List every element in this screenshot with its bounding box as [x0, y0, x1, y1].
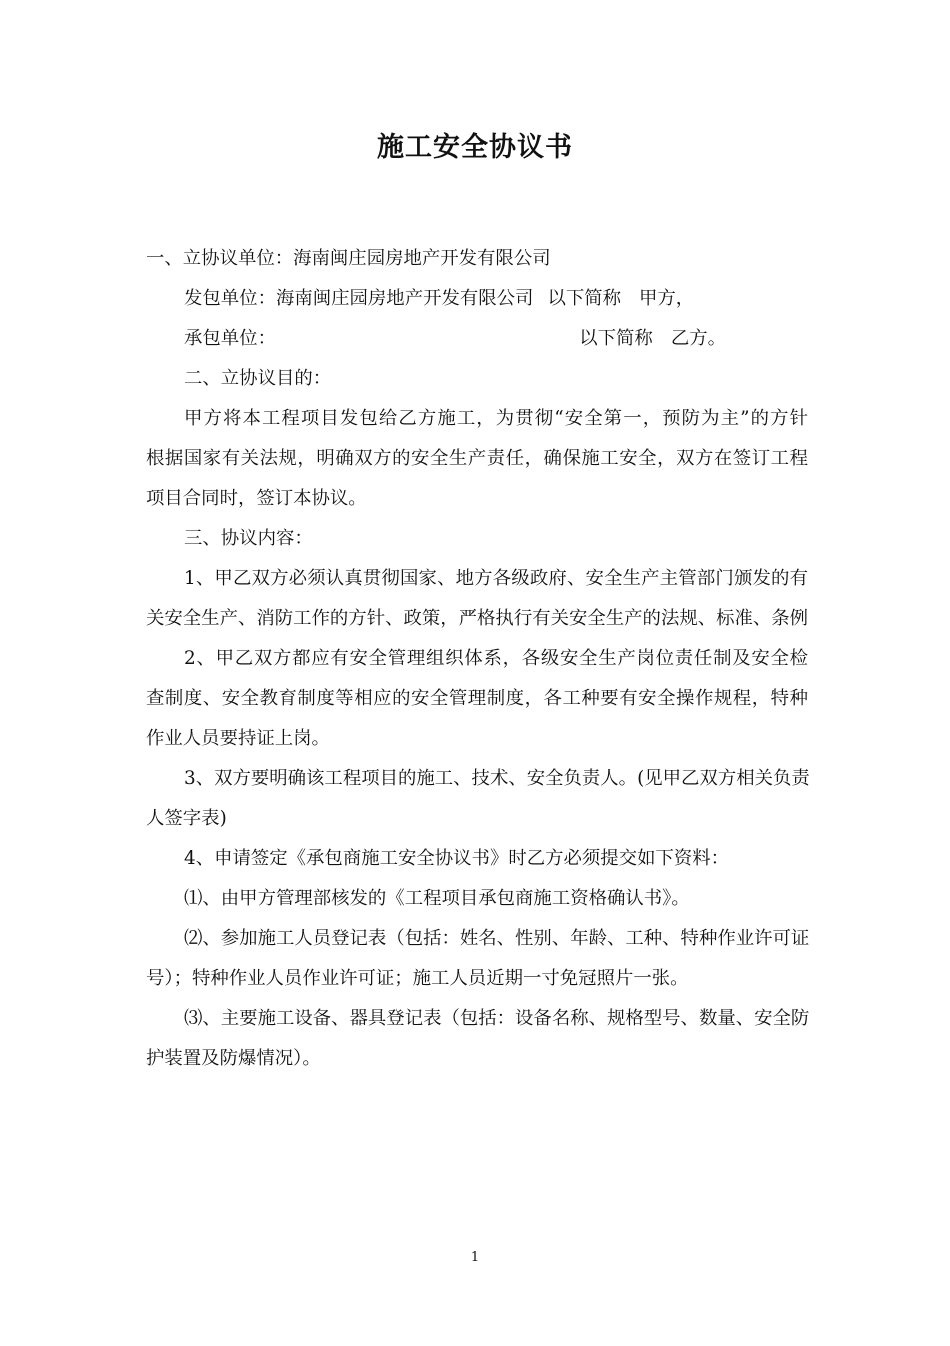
spacer [621, 279, 639, 319]
contractor-abbr: 乙方。 [670, 328, 726, 349]
contractor-abbr-label: 以下简称 [579, 328, 653, 349]
sub3-line-1: ⑶、主要施工设备、器具登记表（包括：设备名称、规格型号、数量、安全防 [184, 1008, 810, 1029]
document-title: 施工安全协议书 [377, 132, 573, 163]
sub2-line-2: 号）；特种作业人员作业许可证；施工人员近期一寸免冠照片一张。 [146, 968, 689, 989]
item2-line-3: 作业人员要持证上岗。 [146, 728, 330, 749]
contractor-line [146, 319, 808, 359]
section1-heading: 一、立协议单位：海南闽庄园房地产开发有限公司 [146, 248, 551, 269]
section2-heading: 二、立协议目的： [184, 368, 332, 389]
item2-line-2: 查制度、安全教育制度等相应的安全管理制度，各工种要有安全操作规程，特种 [146, 688, 808, 709]
section3-heading: 三、协议内容： [184, 528, 313, 549]
issuer-abbr: 甲方， [639, 288, 695, 309]
issuer-line [146, 279, 808, 319]
spacer [533, 279, 547, 319]
item3-line-1: 3、双方要明确该工程项目的施工、技术、安全负责人。(见甲乙双方相关负责 [184, 768, 810, 789]
section2-line-3: 项目合同时，签订本协议。 [146, 488, 367, 509]
item4-line-1: 4、申请签定《承包商施工安全协议书》时乙方必须提交如下资料： [184, 848, 730, 869]
item1-line-1: 1、甲乙双方必须认真贯彻国家、地方各级政府、安全生产主管部门颁发的有 [184, 568, 808, 589]
section2-line-2: 根据国家有关法规，明确双方的安全生产责任，确保施工安全，双方在签订工程 [146, 448, 808, 469]
sub2-line-1: ⑵、参加施工人员登记表（包括：姓名、性别、年龄、工种、特种作业许可证 [184, 928, 810, 949]
issuer-abbr-label: 以下简称 [547, 288, 622, 309]
contractor-blank [276, 319, 579, 359]
item2-line-1: 2、甲乙双方都应有安全管理组织体系，各级安全生产岗位责任制及安全检 [184, 648, 808, 669]
sub3-line-2: 护装置及防爆情况）。 [146, 1048, 321, 1069]
document-body [146, 239, 808, 1079]
section2-line-1: 甲方将本工程项目发包给乙方施工，为贯彻“安全第一，预防为主”的方针 [184, 408, 808, 429]
contractor-label: 承包单位： [184, 328, 276, 349]
item1-line-2: 关安全生产、消防工作的方针、政策，严格执行有关安全生产的法规、标准、条例 [146, 608, 809, 629]
item3-line-2: 人签字表) [146, 808, 227, 829]
issuer-label: 发包单位：海南闽庄园房地产开发有限公司 [184, 288, 534, 309]
sub1-line-1: ⑴、由甲方管理部核发的《工程项目承包商施工资格确认书》。 [184, 888, 690, 909]
page-number: 1 [470, 1250, 480, 1265]
spacer [653, 319, 671, 359]
